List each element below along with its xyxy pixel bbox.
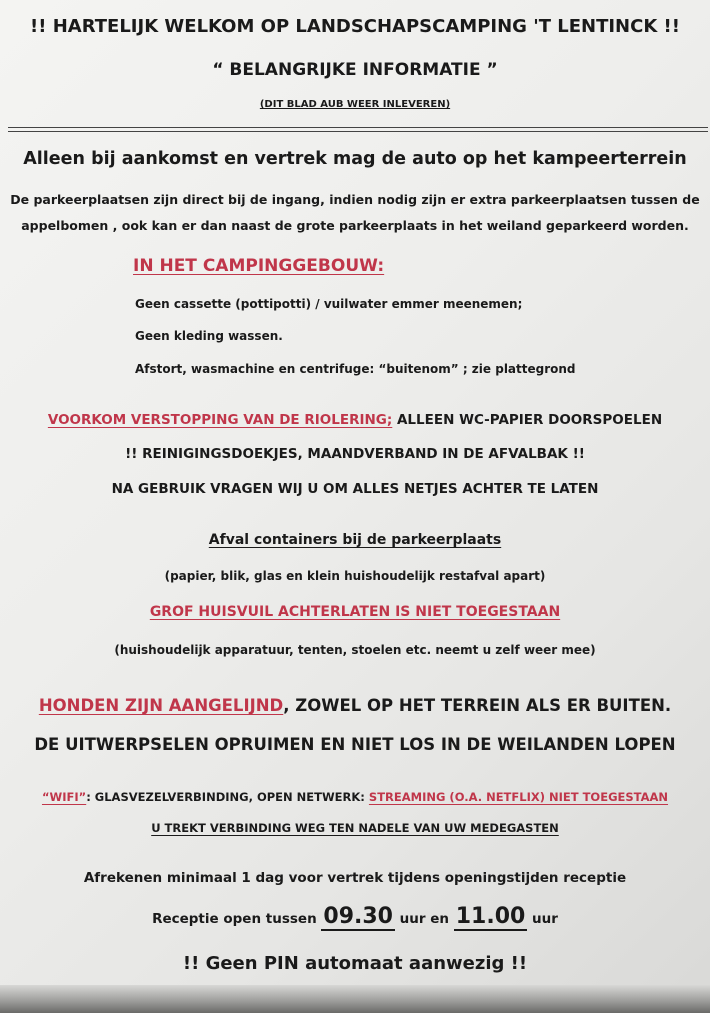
parking-text-1: De parkeerplaatsen zijn direct bij de ingang, indien nodig zijn er extra parkeerplaatsen tussen de	[10, 192, 700, 207]
parking-heading: Alleen bij aankomst en vertrek mag de auto op het kampeerterrein	[23, 149, 687, 169]
wifi-middle: : GLASVEZELVERBINDING, OPEN NETWERK:	[86, 790, 369, 804]
wifi-line-1	[0, 790, 710, 804]
dogs-line-1	[0, 696, 710, 715]
waste-sub: (papier, blik, glas en klein huishoudelijk restafval apart)	[164, 569, 546, 583]
sewer-line-1	[0, 412, 710, 428]
sewer-warning: VOORKOM VERSTOPPING VAN DE RIOLERING;	[47, 412, 393, 428]
dogs-line-2: DE UITWERPSELEN OPRUIMEN EN NIET LOS IN DE WEILANDEN LOPEN	[34, 735, 676, 754]
building-item-3: Afstort, wasmachine en centrifuge: “buitenom” ; zie plattegrond	[135, 362, 576, 376]
sheet-subtitle: “ BELANGRIJKE INFORMATIE ”	[212, 60, 498, 80]
waste-heading: Afval containers bij de parkeerplaats	[208, 532, 502, 548]
pin-notice: !! Geen PIN automaat aanwezig !!	[182, 953, 528, 974]
reception-mid: uur en	[394, 911, 454, 927]
building-heading: IN HET CAMPINGGEBOUW:	[133, 256, 385, 276]
divider	[8, 127, 708, 128]
waste-note: (huishoudelijk apparatuur, tenten, stoelen etc. neemt u zelf weer mee)	[114, 643, 596, 657]
reception-suffix: uur	[527, 911, 558, 927]
waste-warning: GROF HUISVUIL ACHTERLATEN IS NIET TOEGESTAAN	[149, 604, 561, 620]
close-time: 11.00	[455, 904, 526, 929]
sewer-line-3: NA GEBRUIK VRAGEN WIJ U OM ALLES NETJES ACHTER TE LATEN	[111, 481, 599, 497]
building-item-1: Geen cassette (pottipotti) / vuilwater emmer meenemen;	[135, 297, 523, 311]
dogs-rest: , ZOWEL OP HET TERREIN ALS ER BUITEN.	[283, 696, 672, 715]
welcome-title: !! HARTELIJK WELKOM OP LANDSCHAPSCAMPING 'T LENTINCK !!	[30, 16, 680, 37]
reception-prefix: Receptie open tussen	[152, 911, 322, 927]
open-time: 09.30	[323, 904, 393, 929]
dogs-warning: HONDEN ZIJN AANGELIJND	[38, 696, 284, 715]
wifi-streaming: STREAMING (O.A. NETFLIX) NIET TOEGESTAAN	[368, 790, 669, 804]
wifi-label: “WIFI”	[41, 790, 87, 804]
parking-text-2: appelbomen , ook kan er dan naast de grote parkeerplaats in het weiland geparkeerd worden.	[21, 218, 689, 233]
payment-line: Afrekenen minimaal 1 dag voor vertrek tijdens openingstijden receptie	[83, 870, 627, 886]
sewer-rest: ALLEEN WC-PAPIER DOORSPOELEN	[392, 412, 663, 428]
divider	[8, 131, 708, 132]
wifi-line-2: U TREKT VERBINDING WEG TEN NADELE VAN UW MEDEGASTEN	[151, 821, 559, 835]
sewer-line-2: !! REINIGINGSDOEKJES, MAANDVERBAND IN DE AFVALBAK !!	[125, 446, 585, 462]
photo-bottom-edge	[0, 985, 710, 1013]
reception-hours	[0, 904, 710, 931]
return-note: (DIT BLAD AUB WEER INLEVEREN)	[259, 99, 451, 110]
building-item-2: Geen kleding wassen.	[135, 329, 283, 343]
